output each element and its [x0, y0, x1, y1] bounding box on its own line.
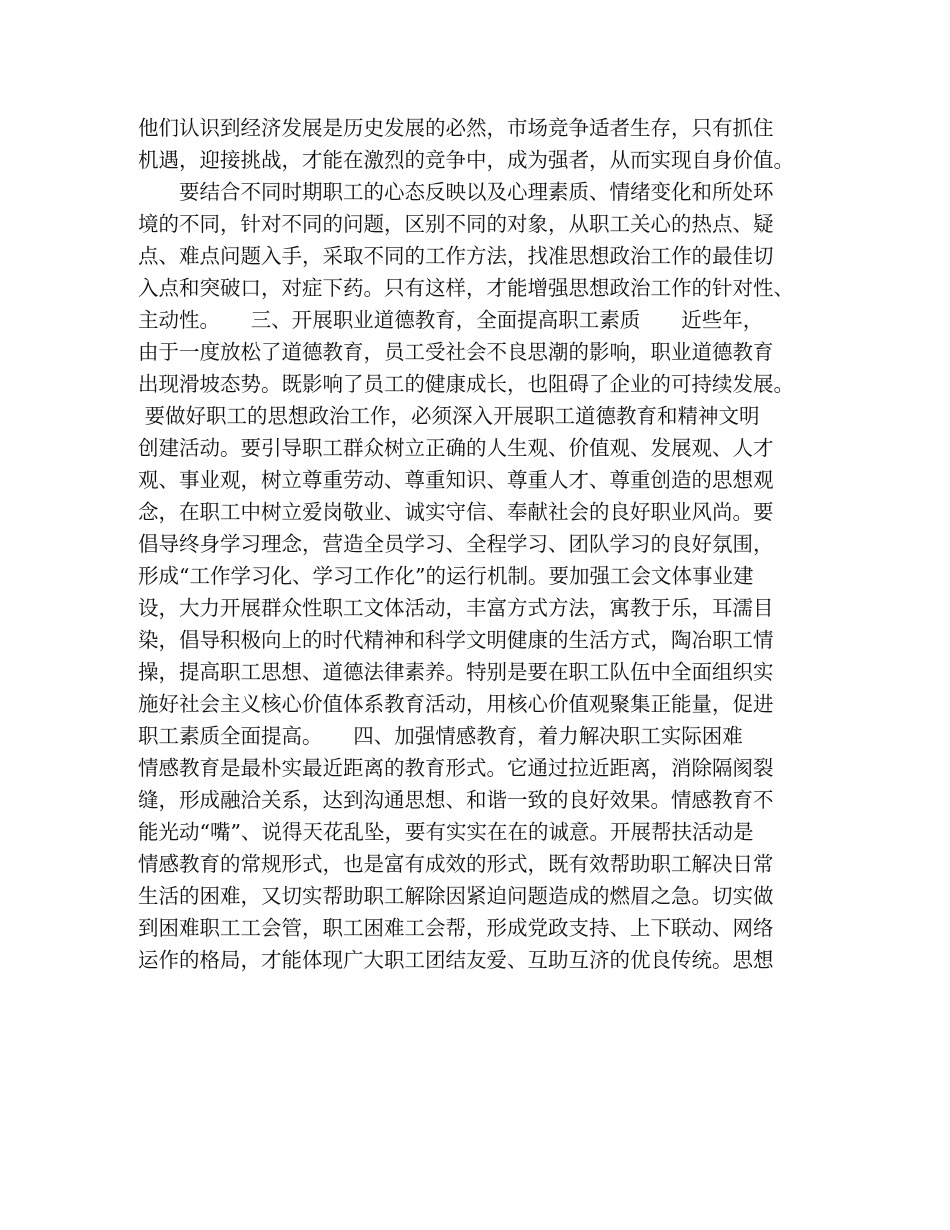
text-line: 入点和突破口，对症下药。只有这样，才能增强思想政治工作的针对性、 [138, 276, 794, 300]
text-line: 到困难职工工会管，职工困难工会帮，形成党政支持、上下联动、网络 [138, 916, 774, 940]
text-line: 倡导终身学习理念，营造全员学习、全程学习、团队学习的良好氛围， [138, 532, 774, 556]
text-line: 机遇，迎接挑战，才能在激烈的竞争中，成为强者，从而实现自身价值。 [138, 148, 794, 172]
text-line: 念，在职工中树立爱岗敬业、诚实守信、奉献社会的良好职业风尚。要 [138, 500, 774, 524]
text-line: 他们认识到经济发展是历史发展的必然，市场竞争适者生存，只有抓住 [138, 116, 774, 140]
text-line: 出现滑坡态势。既影响了员工的健康成长，也阻碍了企业的可持续发展。 [138, 372, 794, 396]
text-line: 由于一度放松了道德教育，员工受社会不良思潮的影响，职业道德教育 [138, 340, 774, 364]
text-line: 主动性。 三、开展职业道德教育，全面提高职工素质 近些年， [138, 308, 764, 332]
text-line: 能光动“嘴”、说得天花乱坠，要有实实在在的诚意。开展帮扶活动是 [138, 820, 754, 844]
text-line: 点、难点问题入手，采取不同的工作方法，找准思想政治工作的最佳切 [138, 244, 774, 268]
text-line: 情感教育的常规形式，也是富有成效的形式，既有效帮助职工解决日常 [138, 852, 774, 876]
text-line: 观、事业观，树立尊重劳动、尊重知识、尊重人才、尊重创造的思想观 [138, 468, 774, 492]
text-line: 情感教育是最朴实最近距离的教育形式。它通过拉近距离，消除隔阂裂 [138, 756, 774, 780]
body-text [138, 112, 838, 976]
text-line: 操，提高职工思想、道德法律素养。特别是要在职工队伍中全面组织实 [138, 660, 774, 684]
text-line: 境的不同，针对不同的问题，区别不同的对象，从职工关心的热点、疑 [138, 212, 774, 236]
text-line: 要结合不同时期职工的心态反映以及心理素质、情绪变化和所处环 [138, 180, 774, 204]
text-line: 缝，形成融洽关系，达到沟通思想、和谐一致的良好效果。情感教育不 [138, 788, 774, 812]
text-line: 染，倡导积极向上的时代精神和科学文明健康的生活方式，陶冶职工情 [138, 628, 774, 652]
text-line: 形成“工作学习化、学习工作化”的运行机制。要加强工会文体事业建 [138, 564, 754, 588]
text-line: 设，大力开展群众性职工文体活动，丰富方式方法，寓教于乐，耳濡目 [138, 596, 774, 620]
text-line: 运作的格局，才能体现广大职工团结友爱、互助互济的优良传统。思想 [138, 948, 774, 972]
text-line: 生活的困难，又切实帮助职工解除因紧迫问题造成的燃眉之急。切实做 [138, 884, 774, 908]
text-line: 施好社会主义核心价值体系教育活动，用核心价值观聚集正能量，促进 [138, 692, 774, 716]
text-line: 创建活动。要引导职工群众树立正确的人生观、价值观、发展观、人才 [138, 436, 774, 460]
text-line: 要做好职工的思想政治工作，必须深入开展职工道德教育和精神文明 [138, 404, 760, 428]
text-line: 职工素质全面提高。 四、加强情感教育，着力解决职工实际困难 [138, 724, 743, 748]
